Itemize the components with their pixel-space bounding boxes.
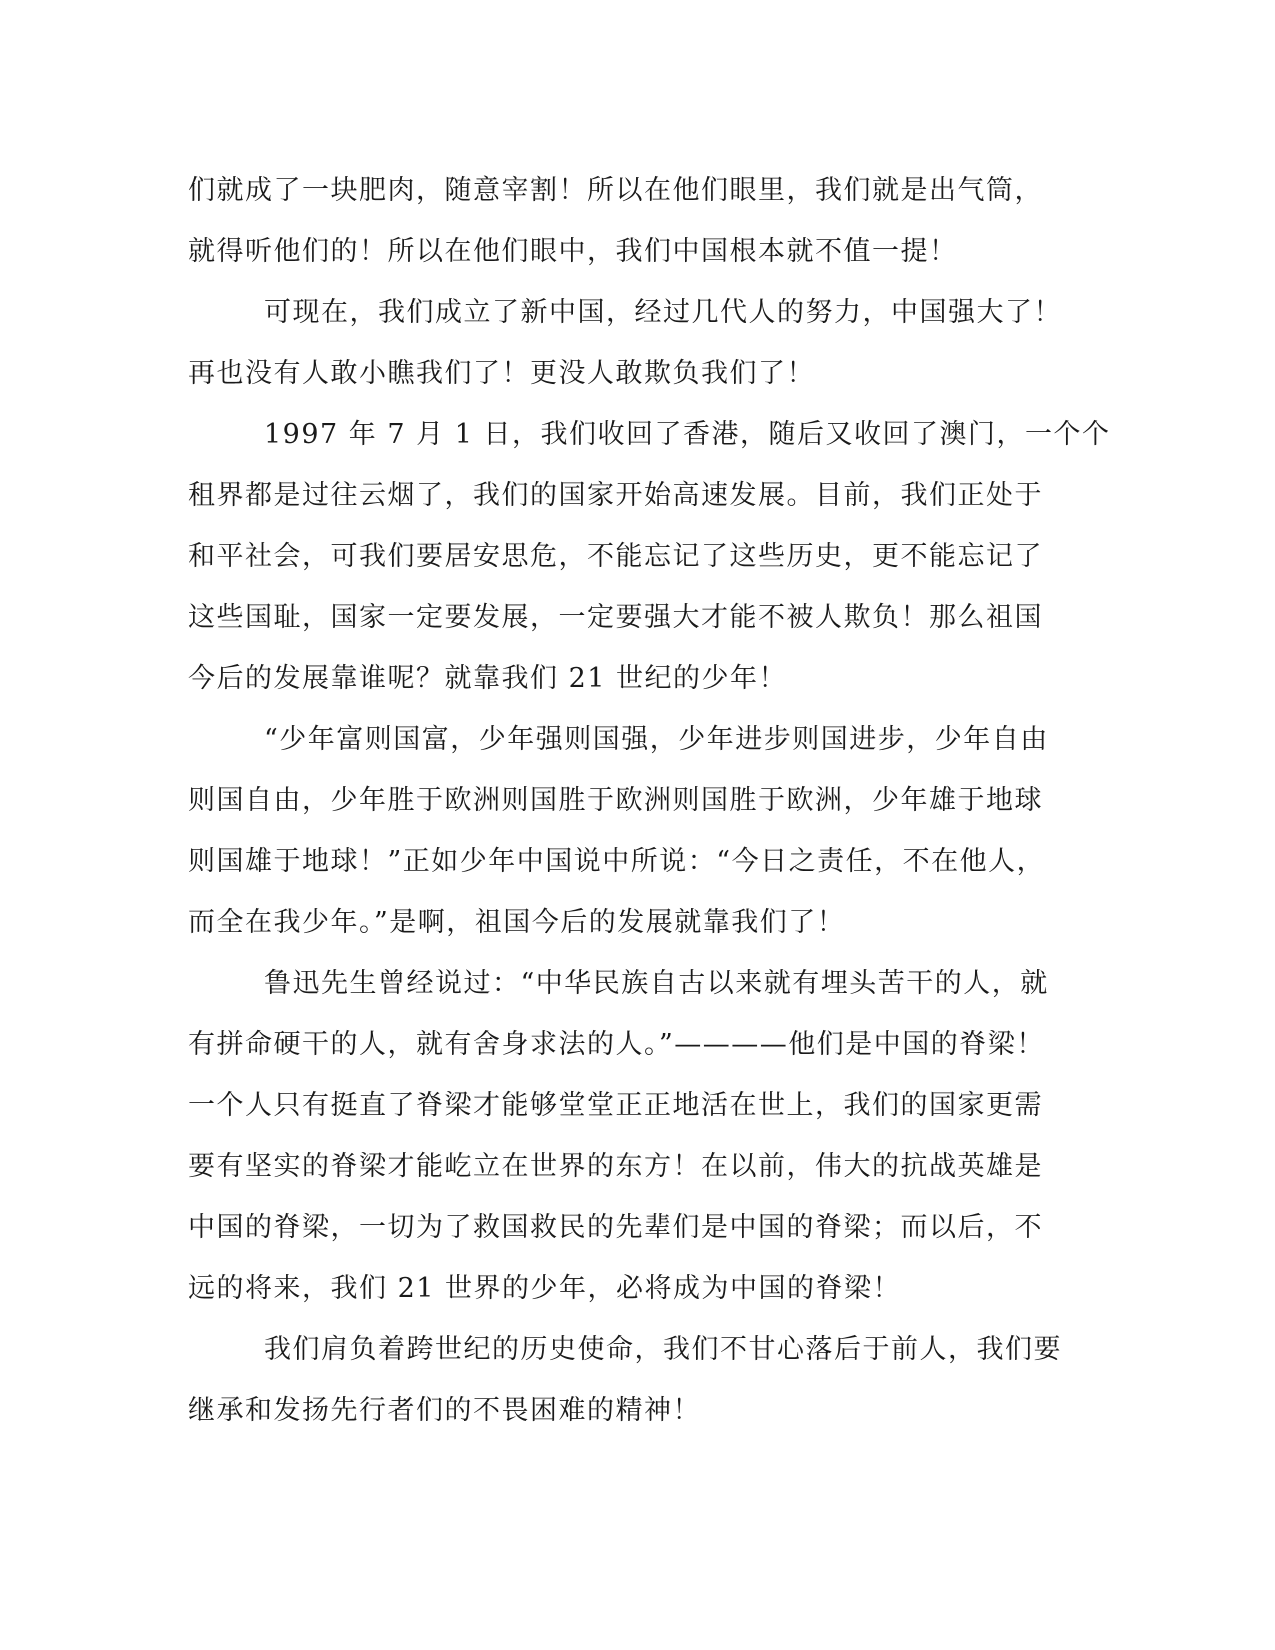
text-line: 就得听他们的！所以在他们眼中，我们中国根本就不值一提！ xyxy=(188,236,958,267)
text-line: 租界都是过往云烟了，我们的国家开始高速发展。目前，我们正处于 xyxy=(188,480,1043,511)
text-line: 再也没有人敢小瞧我们了！更没人敢欺负我们了！ xyxy=(188,358,815,389)
text-line: 要有坚实的脊梁才能屹立在世界的东方！在以前，伟大的抗战英雄是 xyxy=(188,1151,1043,1182)
document-body xyxy=(188,160,1111,1441)
paragraph-first-line: 1997 年 7 月 1 日，我们收回了香港，随后又收回了澳门，一个个 xyxy=(264,419,1111,450)
text-line: 们就成了一块肥肉，随意宰割！所以在他们眼里，我们就是出气筒， xyxy=(188,175,1043,206)
text-line: 有拼命硬干的人，就有舍身求法的人。”————他们是中国的脊梁！ xyxy=(188,1029,1045,1060)
text-line: 则国自由，少年胜于欧洲则国胜于欧洲则国胜于欧洲，少年雄于地球 xyxy=(188,785,1043,816)
text-line: 中国的脊梁，一切为了救国救民的先辈们是中国的脊梁；而以后，不 xyxy=(188,1212,1043,1243)
text-line: 这些国耻，国家一定要发展，一定要强大才能不被人欺负！那么祖国 xyxy=(188,602,1043,633)
text-line: 今后的发展靠谁呢？就靠我们 21 世纪的少年！ xyxy=(188,663,788,694)
paragraph-first-line: “少年富则国富，少年强则国强，少年进步则国进步，少年自由 xyxy=(264,724,1049,755)
text-line: 一个人只有挺直了脊梁才能够堂堂正正地活在世上，我们的国家更需 xyxy=(188,1090,1043,1121)
text-line: 则国雄于地球！”正如少年中国说中所说：“今日之责任，不在他人， xyxy=(188,846,1046,877)
text-line: 和平社会，可我们要居安思危，不能忘记了这些历史，更不能忘记了 xyxy=(188,541,1043,572)
paragraph-first-line: 鲁迅先生曾经说过：“中华民族自古以来就有埋头苦干的人，就 xyxy=(264,968,1049,999)
paragraph-first-line: 可现在，我们成立了新中国，经过几代人的努力，中国强大了！ xyxy=(264,297,1062,328)
text-line: 远的将来，我们 21 世界的少年，必将成为中国的脊梁！ xyxy=(188,1273,902,1304)
text-line: 而全在我少年。”是啊，祖国今后的发展就靠我们了！ xyxy=(188,907,846,938)
text-line: 继承和发扬先行者们的不畏困难的精神！ xyxy=(188,1395,701,1426)
paragraph-first-line: 我们肩负着跨世纪的历史使命，我们不甘心落后于前人，我们要 xyxy=(264,1334,1062,1365)
